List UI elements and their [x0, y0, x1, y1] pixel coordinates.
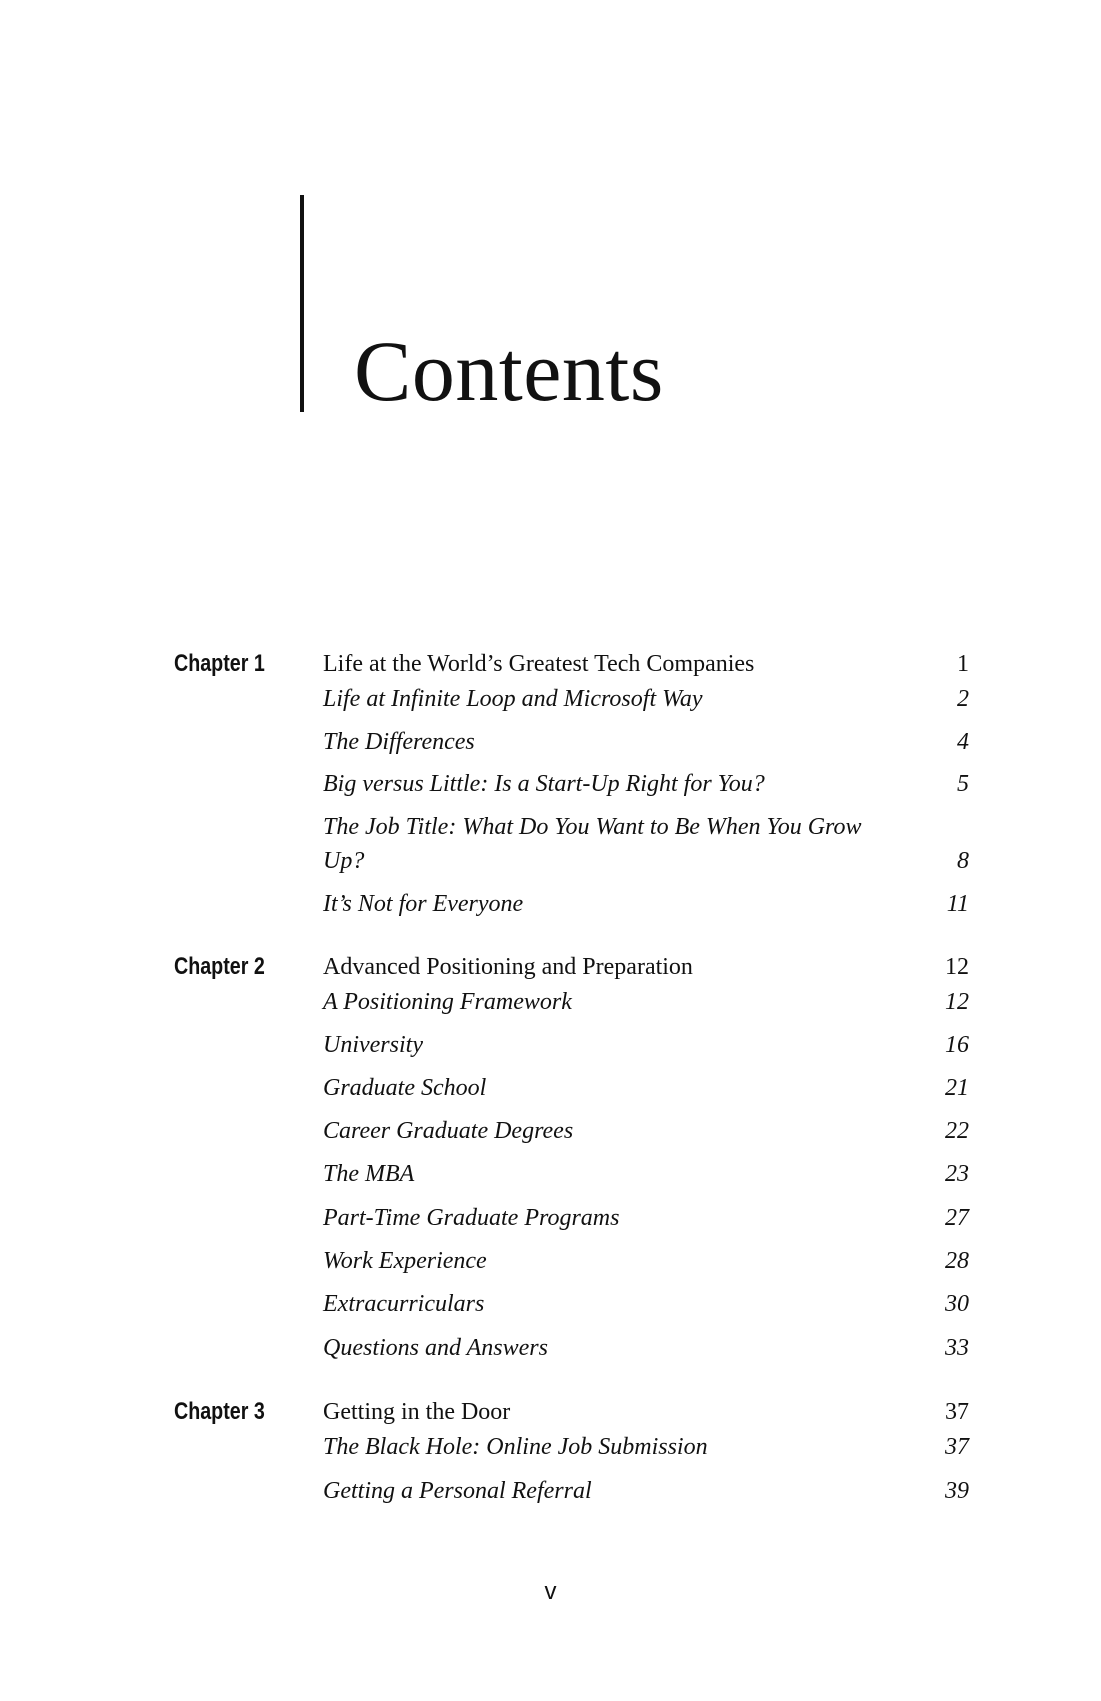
- toc-entry[interactable]: [323, 1028, 969, 1062]
- toc-entry-page: 8: [957, 848, 969, 874]
- page-title: Contents: [354, 323, 664, 419]
- toc-entry-page: 37: [945, 1434, 969, 1460]
- toc-entry-page: 27: [945, 1205, 969, 1231]
- chapter-label: Chapter 3: [174, 1398, 265, 1425]
- toc-entry-text: Life at the World’s Greatest Tech Companies: [323, 651, 755, 677]
- toc-entry-text: Part-Time Graduate Programs: [323, 1205, 620, 1231]
- toc-entry-text: Life at Infinite Loop and Microsoft Way: [323, 686, 703, 712]
- toc-entry-text: The Differences: [323, 729, 475, 755]
- toc-entry-page: 12: [945, 989, 969, 1015]
- toc-entry-text: University: [323, 1032, 423, 1058]
- toc-entry[interactable]: [323, 725, 969, 759]
- title-rule: [300, 195, 304, 412]
- page-number: v: [544, 1578, 557, 1605]
- toc-entry-page: 28: [945, 1248, 969, 1274]
- toc-entry[interactable]: [323, 1430, 969, 1464]
- toc-entry-text: Getting in the Door: [323, 1399, 511, 1425]
- toc-entry[interactable]: [323, 1071, 969, 1105]
- toc-entry-page: 1: [957, 651, 969, 677]
- toc-entry-text: Work Experience: [323, 1248, 487, 1274]
- toc-entry[interactable]: [323, 1157, 969, 1191]
- toc-entry[interactable]: [323, 1201, 969, 1235]
- chapter-label: Chapter 2: [174, 953, 265, 980]
- toc-entry[interactable]: [323, 1244, 969, 1278]
- toc-entry-chapter-title[interactable]: [323, 950, 969, 984]
- toc-entry-text: Career Graduate Degrees: [323, 1118, 574, 1144]
- toc-entry-page: 30: [945, 1291, 969, 1317]
- toc-entry-page: 33: [945, 1335, 969, 1361]
- toc-entry-chapter-title[interactable]: [323, 647, 969, 681]
- toc-entry-page: 37: [945, 1399, 969, 1425]
- toc-entry[interactable]: [323, 682, 969, 716]
- toc-entry-page: 2: [957, 686, 969, 712]
- toc-entry-page: 11: [946, 891, 969, 917]
- toc-entry-page: 4: [957, 729, 969, 755]
- toc-entry-page: 5: [957, 771, 969, 797]
- toc-entry-page: 16: [945, 1032, 969, 1058]
- toc-entry-text: Big versus Little: Is a Start-Up Right for You?: [323, 771, 765, 797]
- toc-entry-page: 23: [945, 1161, 969, 1187]
- toc-entry-text: Graduate School: [323, 1075, 487, 1101]
- toc-entry-text: The Job Title: What Do You Want to Be When You Grow Up?: [323, 814, 862, 874]
- toc-entry-page: 39: [945, 1478, 969, 1504]
- toc-entry-text: Extracurriculars: [323, 1291, 485, 1317]
- toc-entry[interactable]: [323, 1331, 969, 1365]
- toc-entry[interactable]: [323, 1287, 969, 1321]
- toc-entry-page: 22: [945, 1118, 969, 1144]
- toc-entry-text: A Positioning Framework: [323, 989, 572, 1015]
- toc-entry[interactable]: [323, 887, 969, 921]
- toc-entry-text: It’s Not for Everyone: [323, 891, 524, 917]
- toc-entry[interactable]: [323, 810, 969, 878]
- chapter-label: Chapter 1: [174, 650, 265, 677]
- toc-entry-text: The Black Hole: Online Job Submission: [323, 1434, 708, 1460]
- toc-entry[interactable]: [323, 1474, 969, 1508]
- toc-entry-chapter-title[interactable]: [323, 1395, 969, 1429]
- toc-entry-page: 21: [945, 1075, 969, 1101]
- toc-entry-text: Getting a Personal Referral: [323, 1478, 592, 1504]
- toc-entry[interactable]: [323, 1114, 969, 1148]
- toc-entry-text: Advanced Positioning and Preparation: [323, 954, 693, 980]
- toc-entry-page: 12: [945, 954, 969, 980]
- toc-entry-text: Questions and Answers: [323, 1335, 548, 1361]
- toc-entry-text: The MBA: [323, 1161, 415, 1187]
- toc-entry[interactable]: [323, 985, 969, 1019]
- toc-entry[interactable]: [323, 767, 969, 801]
